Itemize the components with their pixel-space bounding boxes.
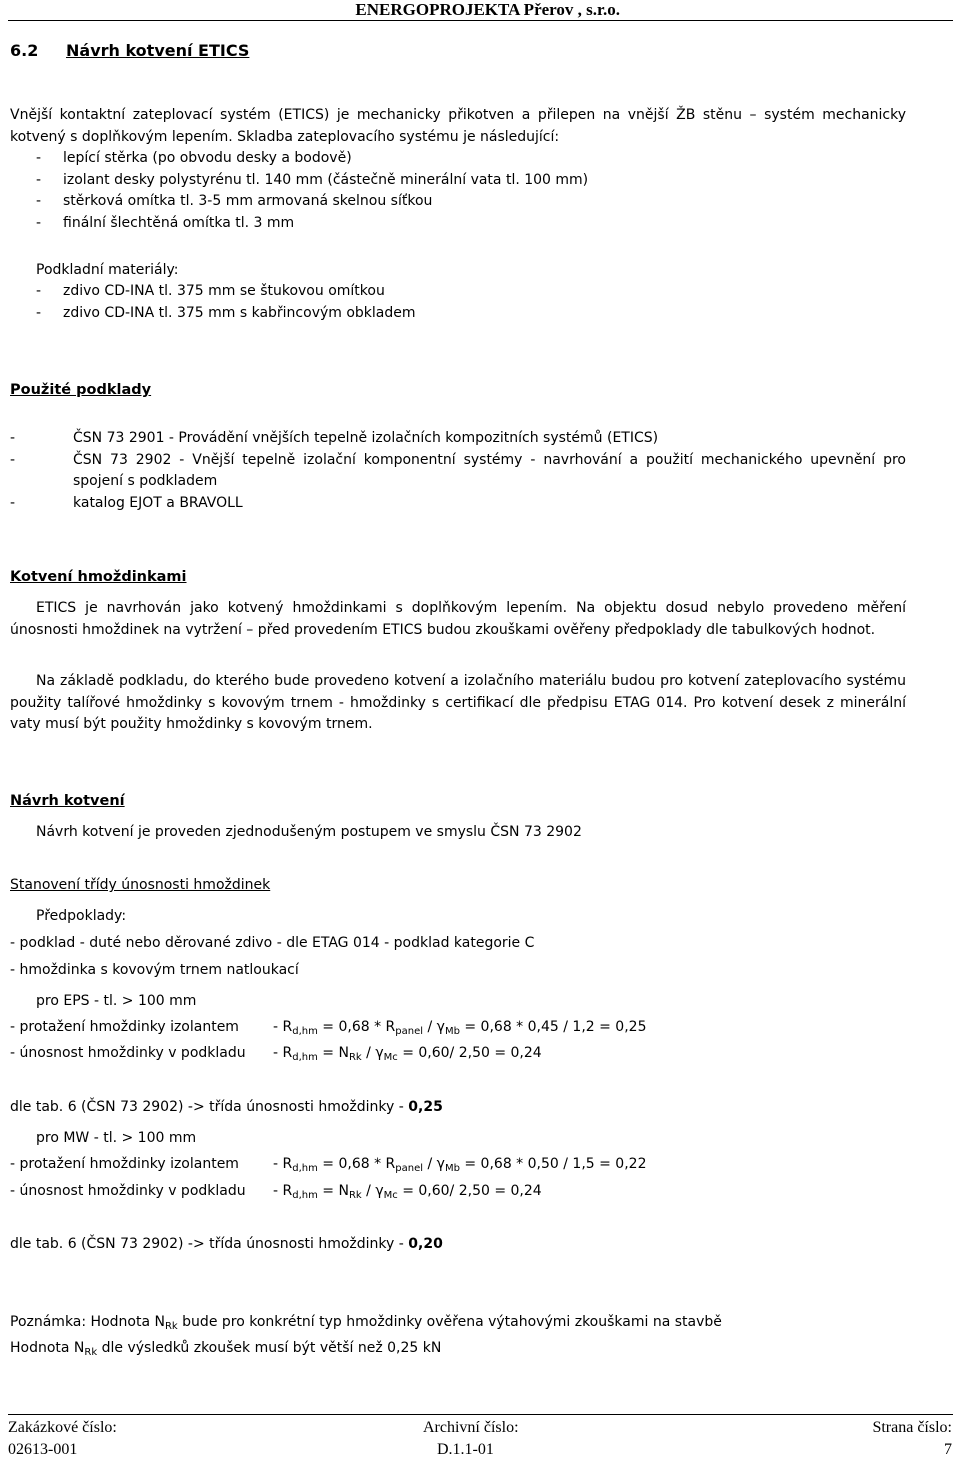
- eps-substrate-formula: - $R_{d,hm} = N_{Rk} / \gamma_{Mc} = 0,60/$ 2,50 = 0,24: [273, 1045, 542, 1063]
- assumption-substrate: - podklad - duté nebo děrované zdivo - dle ETAG 014 - podklad kategorie C: [10, 935, 535, 951]
- section-number: 6.2: [10, 41, 39, 60]
- eps-substrate-label: - únosnost hmoždinky v podkladu: [10, 1045, 246, 1061]
- list-item: - zdivo CD-INA tl. 375 mm s kabřincovým obkladem: [36, 304, 416, 321]
- intro-paragraph: Vnější kontaktní zateplovací systém (ETICS) je mechanicky přikotven a přilepen na vnější ŽB stěnu – systém mechanicky kotvený s doplňkovým lepením. Skladba zateplovacího systému je následující:: [10, 107, 906, 145]
- mw-title: pro MW - tl. > 100 mm: [36, 1130, 197, 1146]
- list-item: - katalog EJOT a BRAVOLL: [10, 494, 243, 511]
- mw-substrate-label: - únosnost hmoždinky v podkladu: [10, 1183, 246, 1199]
- mw-class: dle tab. 6 (ČSN 73 2902) -> třída únosnosti hmoždinky - 0,20: [10, 1236, 443, 1252]
- mw-class-value: 0,20: [408, 1236, 443, 1252]
- list-item: - ČSN 73 2901 - Provádění vnějších tepelně izolačních kompozitních systémů (ETICS): [10, 430, 659, 446]
- substrate-list: [36, 281, 416, 324]
- eps-pull-formula: - $R_{d,hm} = 0,68 * R_{panel} / \gamma_{Mb} = 0,68 * 0,45 / 1,2 = 0,25$: [273, 1019, 647, 1037]
- list-item: - lepící stěrka (po obvodu desky a bodově): [36, 150, 352, 166]
- mw-substrate-formula: - $R_{d,hm} = N_{Rk} / \gamma_{Mc} = 0,60/$ 2,50 = 0,24: [273, 1183, 542, 1201]
- header-rule: [8, 20, 953, 21]
- list-item: - zdivo CD-INA tl. 375 mm se štukovou omítkou: [36, 283, 385, 299]
- used-docs-heading: Použité podklady: [10, 382, 152, 398]
- mw-pull-label: - protažení hmoždinky izolantem: [10, 1156, 239, 1172]
- anchoring-paragraph-1: ETICS je navrhován jako kotvený hmoždinkami s doplňkovým lepením. Na objektu dosud nebylo provedeno měření únosnosti hmoždinek na vytržení – před provedením ETICS budou zkouškami ověřeny předpoklady dle tabulkových hodnot.: [10, 600, 906, 638]
- assumption-anchor: - hmoždinka s kovovým trnem natloukací: [10, 962, 299, 978]
- anchoring-paragraph-2: Na základě podkladu, do kterého bude provedeno kotvení a izolačního materiálu budou pro kotvení zateplovacího systému použity talířové hmoždinky s kovovým trnem - hmoždinky s certifikací dle předpisu ETAG 014. Pro kotvení desek z minerální vaty musí být použity hmoždinky s kovovým trnem.: [10, 673, 906, 732]
- archive-label: Archivní číslo:: [423, 1419, 519, 1436]
- design-text: Návrh kotvení je proveden zjednodušeným postupem ve smyslu ČSN 73 2902: [36, 824, 582, 840]
- layer-list: [36, 148, 588, 234]
- eps-pull-label: - protažení hmoždinky izolantem: [10, 1019, 239, 1035]
- eps-title: pro EPS - tl. > 100 mm: [36, 993, 197, 1009]
- company-header: ENERGOPROJEKTA Přerov , s.r.o.: [355, 0, 620, 19]
- list-item: - ČSN 73 2902 - Vnější tepelně izolační komponentní systémy - navrhování a použití mechanického upevnění pro spojení s podkladem: [10, 451, 906, 489]
- footer-rule: [8, 1414, 953, 1415]
- eps-class-value: 0,25: [408, 1099, 443, 1115]
- section-title: [10, 41, 249, 60]
- list-item: - izolant desky polystyrénu tl. 140 mm (částečně minerální vata tl. 100 mm): [36, 171, 589, 188]
- list-item: - finální šlechtěná omítka tl. 3 mm: [36, 214, 295, 231]
- anchoring-heading: Kotvení hmoždinkami: [10, 569, 187, 585]
- assumptions-title: Předpoklady:: [36, 908, 127, 924]
- substrate-title: Podkladní materiály:: [36, 262, 179, 278]
- design-subheading: Stanovení třídy únosnosti hmoždinek: [10, 877, 271, 893]
- note-1: Poznámka: Hodnota $N_{Rk}$ bude pro konkrétní typ hmoždinky ověřena výtahovými zkouškami na stavbě: [10, 1314, 722, 1332]
- used-docs-list: [10, 428, 906, 514]
- design-heading: Návrh kotvení: [10, 793, 125, 809]
- mw-pull-formula: - $R_{d,hm} = 0,68 * R_{panel} / \gamma_{Mb} = 0,68 * 0,50 / 1,5 = 0,22$: [273, 1156, 647, 1174]
- order-label: Zakázkové číslo:: [8, 1419, 117, 1436]
- page-number: 7: [944, 1441, 952, 1458]
- section-name: Návrh kotvení ETICS: [66, 41, 250, 60]
- order-number: 02613-001: [8, 1441, 78, 1458]
- page-label: Strana číslo:: [872, 1419, 952, 1436]
- note-2: Hodnota $N_{Rk}$ dle výsledků zkoušek musí být větší než 0,25 kN: [10, 1340, 442, 1358]
- eps-class: dle tab. 6 (ČSN 73 2902) -> třída únosnosti hmoždinky - 0,25: [10, 1099, 443, 1115]
- archive-number: D.1.1-01: [437, 1441, 494, 1458]
- list-item: - stěrková omítka tl. 3-5 mm armovaná skelnou síťkou: [36, 193, 433, 209]
